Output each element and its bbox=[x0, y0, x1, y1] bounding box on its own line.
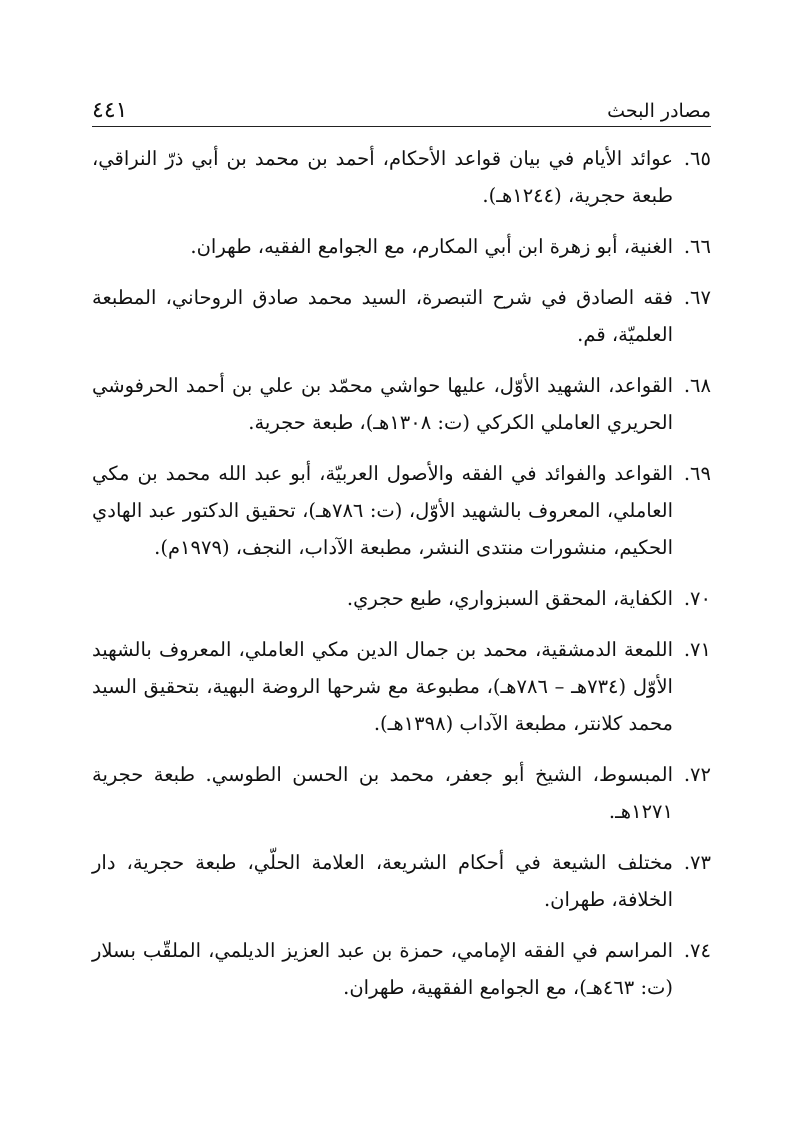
entry-text: القواعد والفوائد في الفقه والأصول العربيّة، أبو عبد الله محمد بن مكي العاملي، المعروف بالشهيد الأوّل، (ت: ٧٨٦هـ)، تحقيق الدكتور عبد الهادي الحكيم، منشورات منتدى النشر، مطبعة الآداب، النجف، (١٩٧٩م). bbox=[92, 462, 673, 559]
entry-number: ٧١. bbox=[683, 638, 711, 661]
entry-number: ٧٤. bbox=[683, 939, 711, 962]
bibliography-entry bbox=[92, 631, 711, 742]
entry-text: القواعد، الشهيد الأوّل، عليها حواشي محمّد بن علي بن أحمد الحرفوشي الحريري العاملي الكركي (ت: ١٣٠٨هـ)، طبعة حجرية. bbox=[92, 374, 673, 434]
entry-number: ٧٣. bbox=[683, 851, 711, 874]
entry-text: المبسوط، الشيخ أبو جعفر، محمد بن الحسن الطوسي. طبعة حجرية ١٢٧١هـ. bbox=[92, 763, 673, 823]
entry-number: ٦٦. bbox=[683, 235, 711, 258]
entry-number: ٦٧. bbox=[683, 286, 711, 309]
entry-text: الغنية، أبو زهرة ابن أبي المكارم، مع الجوامع الفقيه، طهران. bbox=[190, 235, 673, 258]
entry-number: ٧٢. bbox=[683, 763, 711, 786]
bibliography-entry bbox=[92, 367, 711, 441]
bibliography-entry bbox=[92, 580, 711, 617]
entry-text: مختلف الشيعة في أحكام الشريعة، العلامة الحلّي، طبعة حجرية، دار الخلافة، طهران. bbox=[92, 851, 673, 911]
entry-text: عوائد الأيام في بيان قواعد الأحكام، أحمد بن محمد بن أبي ذرّ النراقي، طبعة حجرية، (١٢٤٤هـ). bbox=[92, 147, 673, 207]
page-number: ٤٤١ bbox=[92, 98, 128, 123]
entry-text: اللمعة الدمشقية، محمد بن جمال الدين مكي العاملي، المعروف بالشهيد الأوّل (٧٣٤هـ – ٧٨٦هـ)، مطبوعة مع شرحها الروضة البهية، بتحقيق السيد محمد كلانتر، مطبعة الآداب (١٣٩٨هـ). bbox=[92, 638, 673, 735]
bibliography-entry bbox=[92, 228, 711, 265]
entry-number: ٦٨. bbox=[683, 374, 711, 397]
entry-text: الكفاية، المحقق السبزواري، طبع حجري. bbox=[346, 587, 673, 610]
bibliography-entry bbox=[92, 140, 711, 214]
bibliography-list bbox=[92, 140, 711, 1020]
bibliography-entry bbox=[92, 756, 711, 830]
bibliography-entry bbox=[92, 844, 711, 918]
bibliography-entry bbox=[92, 932, 711, 1006]
entry-text: فقه الصادق في شرح التبصرة، السيد محمد صادق الروحاني، المطبعة العلميّة، قم. bbox=[92, 286, 673, 346]
entry-number: ٦٥. bbox=[683, 147, 711, 170]
entry-text: المراسم في الفقه الإمامي، حمزة بن عبد العزيز الديلمي، الملقّب بسلار (ت: ٤٦٣هـ)، مع الجوامع الفقهية، طهران. bbox=[92, 939, 673, 999]
bibliography-entry bbox=[92, 455, 711, 566]
entry-number: ٧٠. bbox=[683, 587, 711, 610]
entry-number: ٦٩. bbox=[683, 462, 711, 485]
bibliography-entry bbox=[92, 279, 711, 353]
running-title: مصادر البحث bbox=[607, 100, 711, 122]
page-header bbox=[92, 92, 711, 127]
